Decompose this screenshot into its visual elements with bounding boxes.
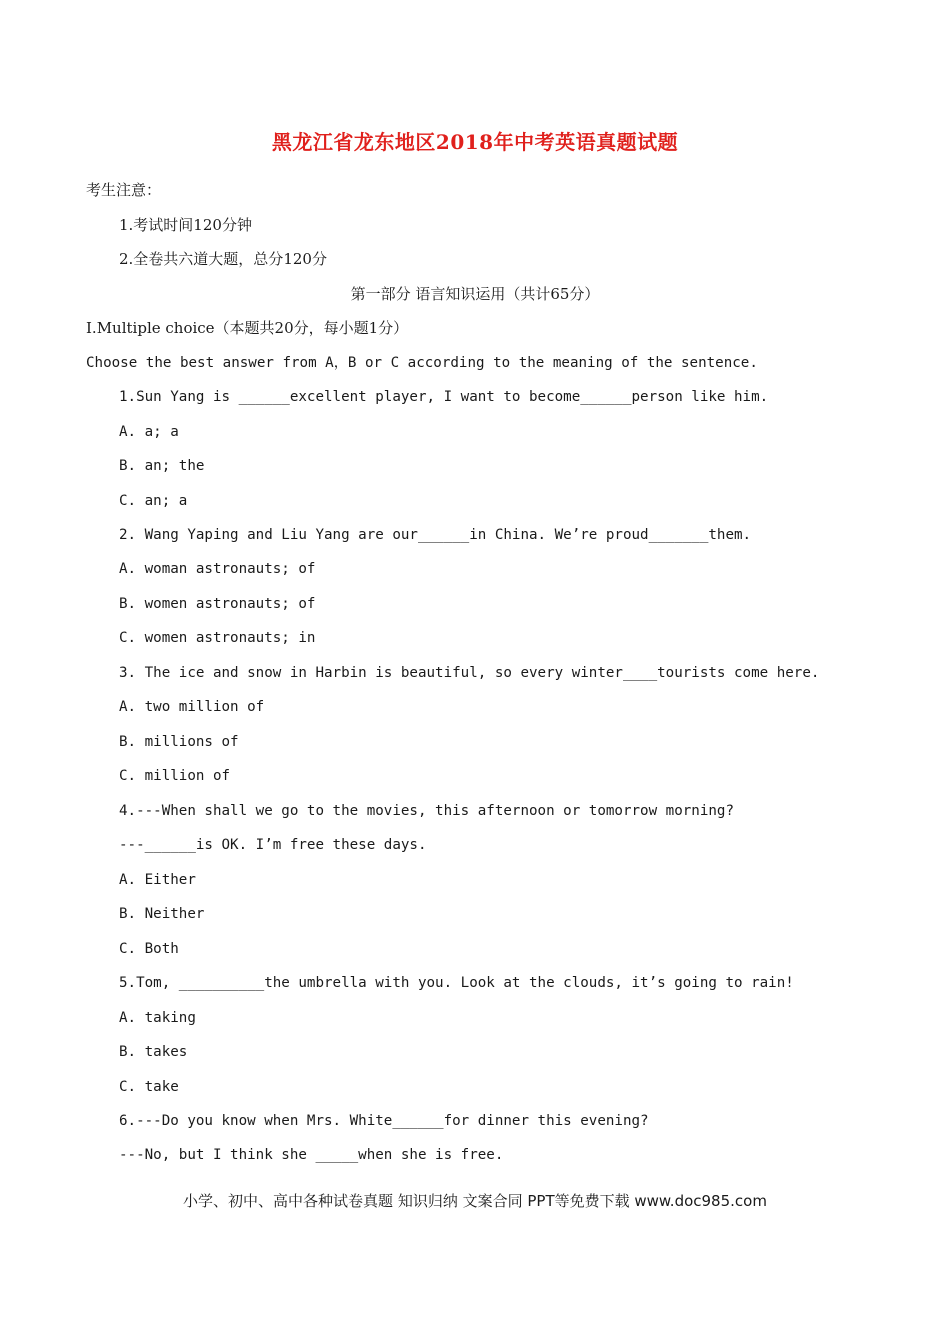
part-heading: 第一部分 语言知识运用（共计65分） bbox=[350, 285, 600, 303]
question-stem-reply: ---______is OK. I’m free these days. bbox=[119, 837, 427, 853]
option-c: C. women astronauts; in bbox=[119, 630, 316, 646]
option-c: C. million of bbox=[119, 768, 231, 784]
option-b: B. an; the bbox=[119, 458, 205, 474]
section-instruction: Choose the best answer from A，B or C according to the meaning of the sentence. bbox=[86, 355, 758, 371]
question-stem: 3. The ice and snow in Harbin is beautiful, so every winter____tourists come here. bbox=[119, 665, 820, 681]
question-stem: 6.---Do you know when Mrs. White______for dinner this evening? bbox=[119, 1113, 649, 1129]
question-stem: 4.---When shall we go to the movies, this afternoon or tomorrow morning? bbox=[119, 803, 734, 819]
notice-heading: 考生注意： bbox=[86, 181, 162, 199]
notice-item: 2.全卷共六道大题，总分120分 bbox=[119, 250, 327, 268]
option-a: A. Either bbox=[119, 872, 196, 888]
option-c: C. an; a bbox=[119, 493, 188, 509]
option-b: B. women astronauts; of bbox=[119, 596, 316, 612]
option-c: C. take bbox=[119, 1079, 179, 1095]
question-stem: 2. Wang Yaping and Liu Yang are our______in China. We’re proud_______them. bbox=[119, 527, 752, 543]
option-b: B. takes bbox=[119, 1044, 188, 1060]
option-a: A. a; a bbox=[119, 424, 179, 440]
option-b: B. millions of bbox=[119, 734, 239, 750]
option-a: A. woman astronauts; of bbox=[119, 561, 316, 577]
section-heading: Ⅰ.Multiple choice（本题共20分，每小题1分） bbox=[86, 319, 409, 337]
page-footer: 小学、初中、高中各种试卷真题 知识归纳 文案合同 PPT等免费下载 www.doc985.com bbox=[183, 1192, 767, 1210]
option-b: B. Neither bbox=[119, 906, 205, 922]
option-c: C. Both bbox=[119, 941, 179, 957]
question-stem-reply: ---No, but I think she _____when she is free. bbox=[119, 1147, 504, 1163]
notice-item: 1.考试时间120分钟 bbox=[119, 216, 252, 234]
option-a: A. taking bbox=[119, 1010, 196, 1026]
page-title: 黑龙江省龙东地区2018年中考英语真题试题 bbox=[271, 130, 679, 154]
question-stem: 1.Sun Yang is ______excellent player, I want to become______person like him. bbox=[119, 389, 769, 405]
option-a: A. two million of bbox=[119, 699, 265, 715]
question-stem: 5.Tom, __________the umbrella with you. Look at the clouds, it’s going to rain! bbox=[119, 975, 794, 991]
